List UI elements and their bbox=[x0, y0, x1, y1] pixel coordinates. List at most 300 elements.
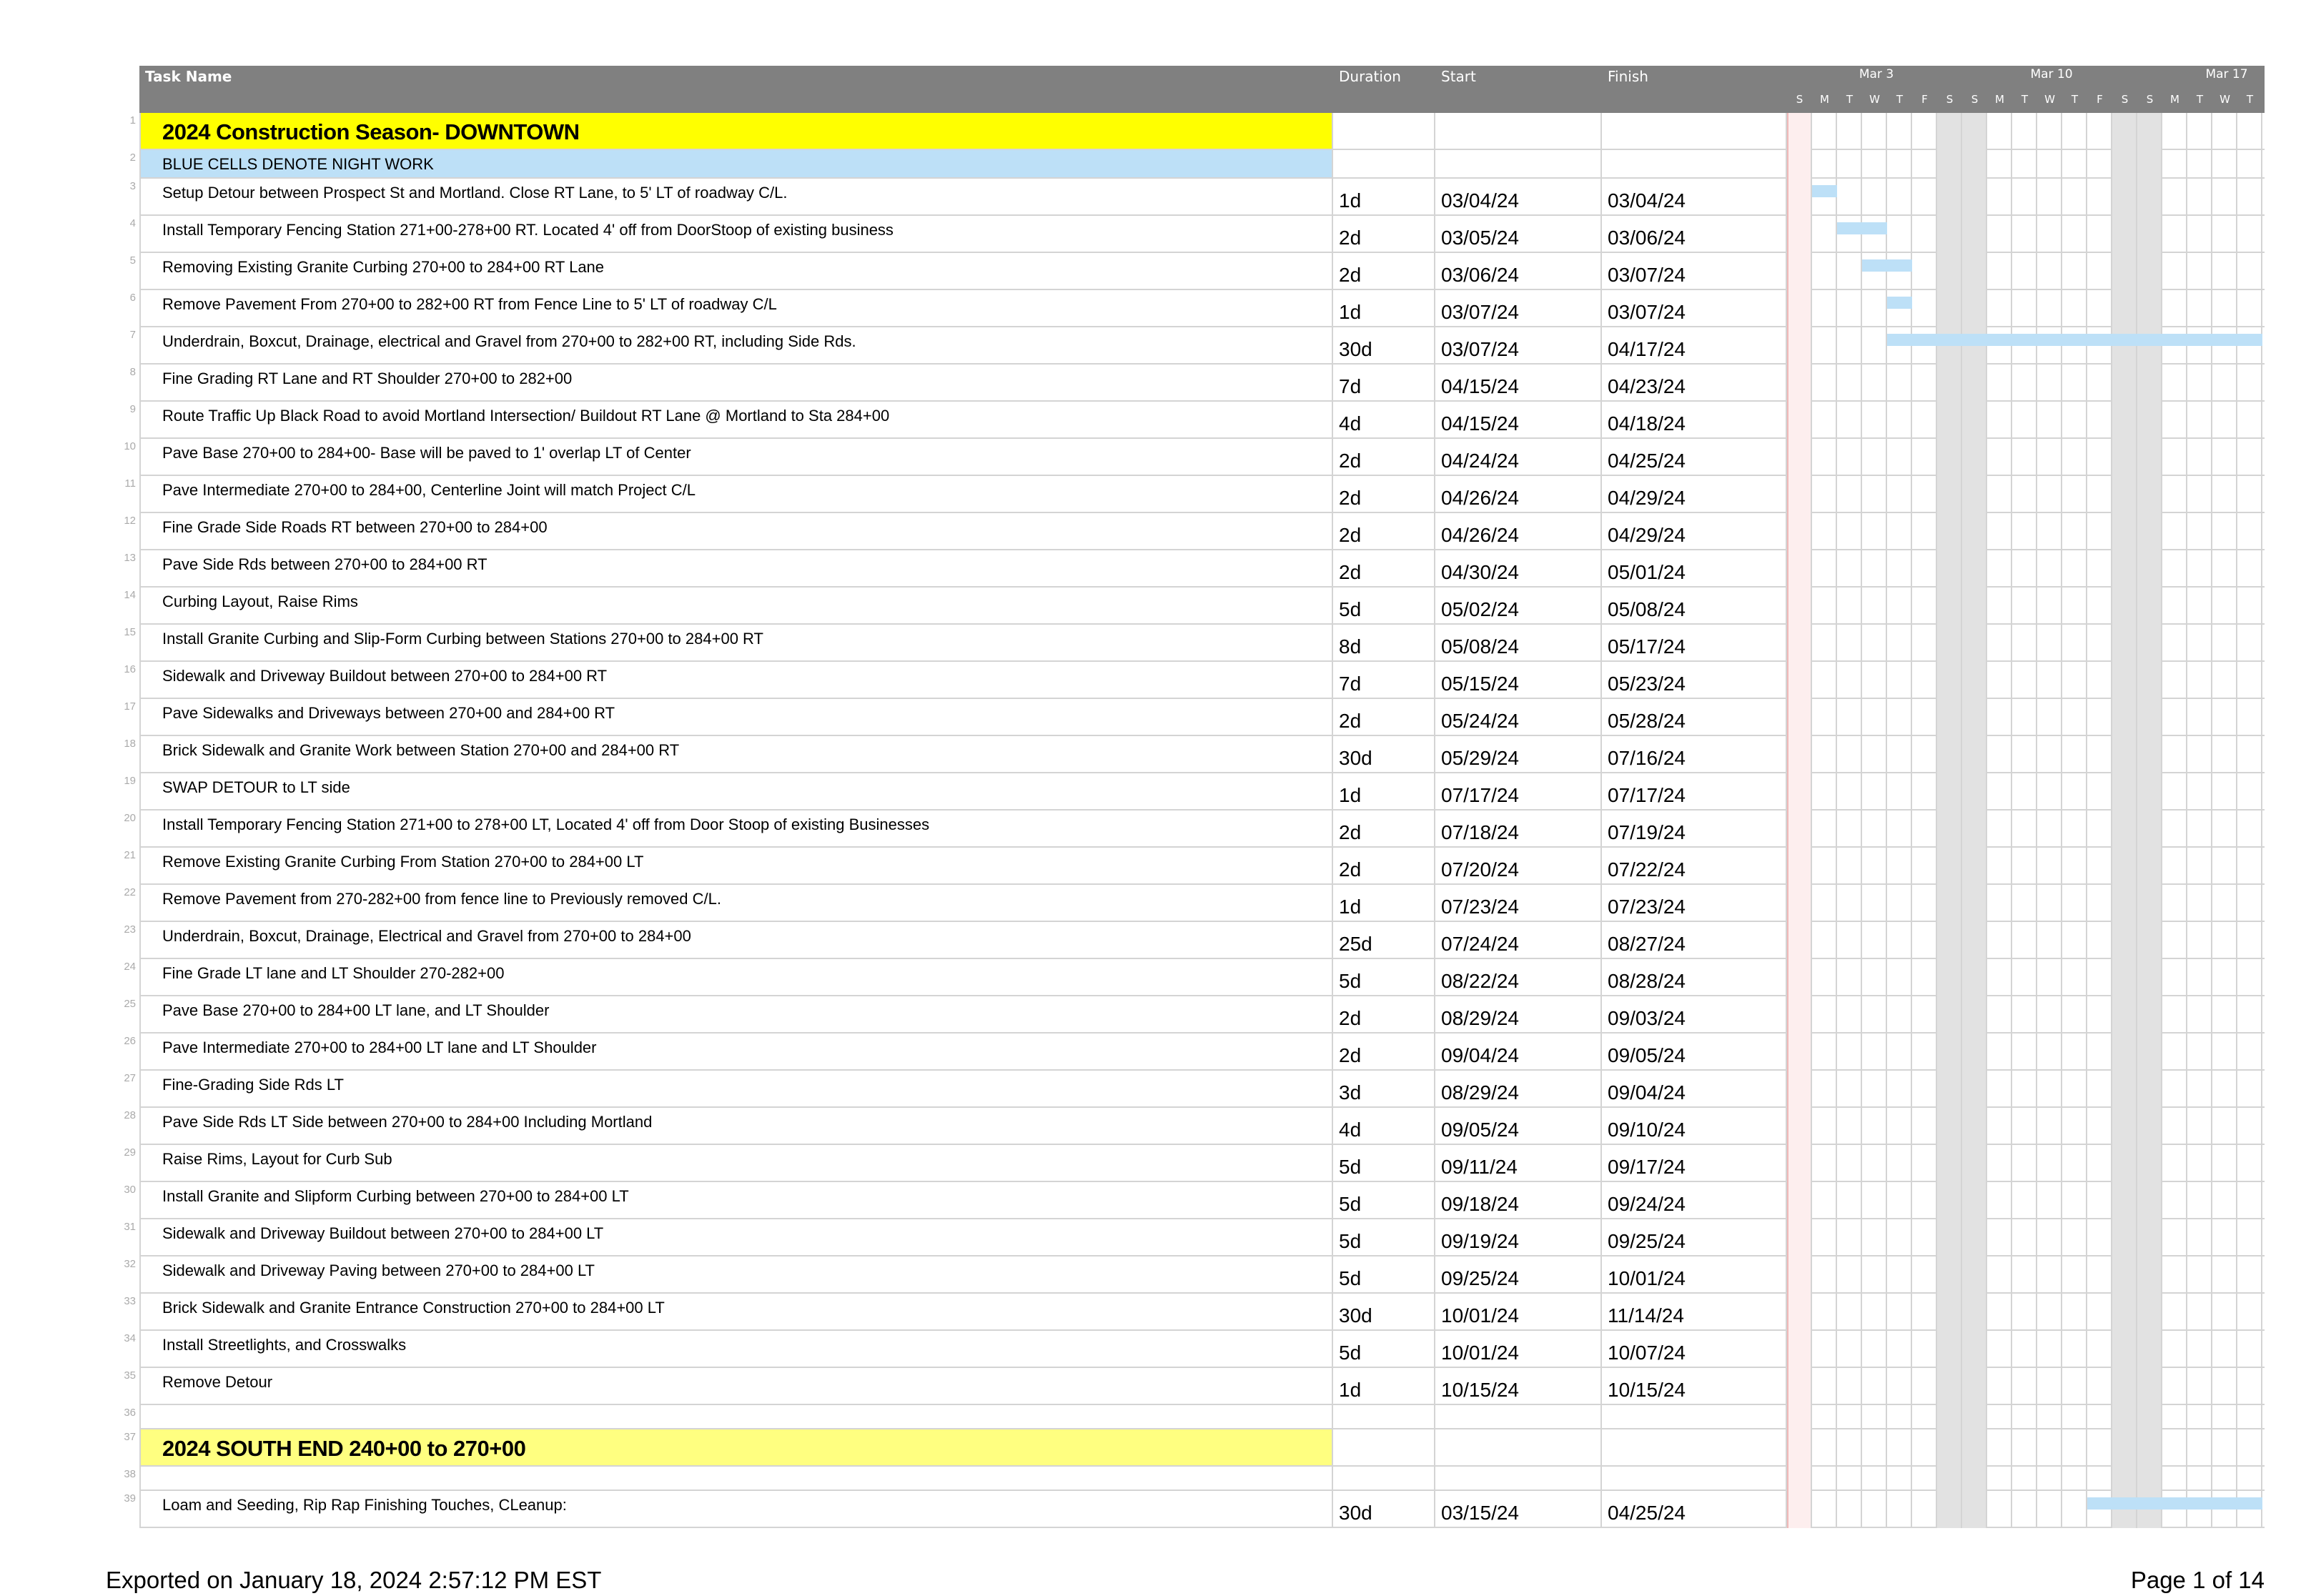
timeline-cell bbox=[1787, 885, 2265, 922]
finish-cell[interactable] bbox=[1602, 1491, 1787, 1528]
finish-date: 04/25/24 bbox=[1608, 1502, 1686, 1524]
row-number: 9 bbox=[129, 403, 136, 415]
start-date: 05/15/24 bbox=[1441, 673, 1519, 695]
duration-cell[interactable] bbox=[1333, 1491, 1435, 1528]
timeline-cell bbox=[1787, 113, 2265, 150]
finish-date: 04/29/24 bbox=[1608, 487, 1686, 509]
day-letter: F bbox=[1921, 93, 1928, 106]
task-name: Route Traffic Up Black Road to avoid Mortland Intersection/ Buildout RT Lane @ Mortland to Sta 284+00 bbox=[162, 407, 890, 425]
timeline-cell bbox=[1787, 439, 2265, 476]
table-row[interactable] bbox=[107, 922, 2265, 959]
timeline-cell bbox=[1787, 1368, 2265, 1405]
task-name-cell[interactable] bbox=[139, 848, 1333, 885]
timeline-cell bbox=[1787, 1182, 2265, 1219]
table-row[interactable] bbox=[107, 848, 2265, 885]
duration-cell[interactable] bbox=[1333, 959, 1435, 996]
finish-cell[interactable] bbox=[1602, 885, 1787, 922]
finish-date: 04/29/24 bbox=[1608, 524, 1686, 546]
table-row[interactable] bbox=[107, 662, 2265, 699]
header-task-name[interactable]: Task Name bbox=[145, 68, 232, 85]
table-row[interactable] bbox=[107, 959, 2265, 996]
finish-cell[interactable] bbox=[1602, 588, 1787, 625]
start-cell[interactable] bbox=[1435, 253, 1602, 290]
timeline-cell bbox=[1787, 1405, 2265, 1429]
finish-cell[interactable] bbox=[1602, 625, 1787, 662]
task-name-cell[interactable] bbox=[139, 773, 1333, 811]
row-number: 4 bbox=[129, 217, 136, 229]
finish-cell[interactable] bbox=[1602, 402, 1787, 439]
task-name: Remove Detour bbox=[162, 1373, 273, 1391]
table-row[interactable] bbox=[107, 439, 2265, 476]
day-letter: T bbox=[2246, 93, 2254, 106]
task-name: Install Streetlights, and Crosswalks bbox=[162, 1336, 407, 1354]
task-name: Remove Existing Granite Curbing From Station 270+00 to 284+00 LT bbox=[162, 853, 644, 871]
table-row[interactable] bbox=[107, 625, 2265, 662]
duration-cell[interactable] bbox=[1333, 1294, 1435, 1331]
finish-cell[interactable] bbox=[1602, 1405, 1787, 1429]
finish-cell[interactable] bbox=[1602, 1034, 1787, 1071]
start-date: 05/02/24 bbox=[1441, 598, 1519, 620]
table-row[interactable] bbox=[107, 513, 2265, 550]
table-row[interactable] bbox=[107, 550, 2265, 588]
task-name-cell[interactable] bbox=[139, 150, 1333, 179]
duration-value: 3d bbox=[1339, 1081, 1362, 1104]
task-name: Install Temporary Fencing Station 271+00-278+00 RT. Located 4' off from DoorStoop of existing business bbox=[162, 221, 894, 239]
table-row[interactable] bbox=[107, 996, 2265, 1034]
task-name: 2024 Construction Season- DOWNTOWN bbox=[162, 119, 580, 144]
finish-cell[interactable] bbox=[1602, 1429, 1787, 1467]
start-cell[interactable] bbox=[1435, 550, 1602, 588]
task-name-cell[interactable] bbox=[139, 476, 1333, 513]
task-name-cell[interactable] bbox=[139, 179, 1333, 216]
task-name-cell[interactable] bbox=[139, 1145, 1333, 1182]
start-cell[interactable] bbox=[1435, 1182, 1602, 1219]
task-name-cell[interactable] bbox=[139, 253, 1333, 290]
start-cell[interactable] bbox=[1435, 625, 1602, 662]
task-name: Install Granite Curbing and Slip-Form Curbing between Stations 270+00 to 284+00 RT bbox=[162, 630, 763, 648]
table-row[interactable] bbox=[107, 253, 2265, 290]
start-cell[interactable] bbox=[1435, 996, 1602, 1034]
table-row[interactable] bbox=[107, 811, 2265, 848]
table-row[interactable] bbox=[107, 1294, 2265, 1331]
task-name-cell[interactable] bbox=[139, 113, 1333, 150]
start-cell[interactable] bbox=[1435, 811, 1602, 848]
finish-cell[interactable] bbox=[1602, 290, 1787, 327]
finish-date: 05/28/24 bbox=[1608, 710, 1686, 732]
finish-date: 07/19/24 bbox=[1608, 821, 1686, 843]
task-name: Install Granite and Slipform Curbing between 270+00 to 284+00 LT bbox=[162, 1187, 629, 1205]
duration-value: 30d bbox=[1339, 1502, 1372, 1524]
row-number: 8 bbox=[129, 366, 136, 378]
table-row[interactable] bbox=[107, 699, 2265, 736]
start-cell[interactable] bbox=[1435, 1071, 1602, 1108]
finish-cell[interactable] bbox=[1602, 365, 1787, 402]
row-number: 22 bbox=[124, 886, 136, 898]
start-cell[interactable] bbox=[1435, 290, 1602, 327]
table-row[interactable] bbox=[107, 773, 2265, 811]
duration-cell[interactable] bbox=[1333, 588, 1435, 625]
finish-date: 09/17/24 bbox=[1608, 1156, 1686, 1178]
table-row[interactable] bbox=[107, 1491, 2265, 1528]
header-finish[interactable]: Finish bbox=[1608, 68, 1648, 85]
start-cell[interactable] bbox=[1435, 179, 1602, 216]
finish-cell[interactable] bbox=[1602, 550, 1787, 588]
start-date: 09/04/24 bbox=[1441, 1044, 1519, 1066]
duration-cell[interactable] bbox=[1333, 550, 1435, 588]
duration-cell[interactable] bbox=[1333, 113, 1435, 150]
finish-cell[interactable] bbox=[1602, 179, 1787, 216]
finish-cell[interactable] bbox=[1602, 1368, 1787, 1405]
finish-cell[interactable] bbox=[1602, 1467, 1787, 1491]
start-cell[interactable] bbox=[1435, 1368, 1602, 1405]
task-name-cell[interactable] bbox=[139, 885, 1333, 922]
start-cell[interactable] bbox=[1435, 513, 1602, 550]
duration-cell[interactable] bbox=[1333, 253, 1435, 290]
task-name-cell[interactable] bbox=[139, 550, 1333, 588]
finish-cell[interactable] bbox=[1602, 1257, 1787, 1294]
table-row[interactable] bbox=[107, 1257, 2265, 1294]
task-name-cell[interactable] bbox=[139, 662, 1333, 699]
duration-cell[interactable] bbox=[1333, 513, 1435, 550]
start-cell[interactable] bbox=[1435, 588, 1602, 625]
row-number: 13 bbox=[124, 552, 136, 564]
finish-cell[interactable] bbox=[1602, 811, 1787, 848]
table-row[interactable] bbox=[107, 1108, 2265, 1145]
timeline-cell bbox=[1787, 327, 2265, 365]
finish-cell[interactable] bbox=[1602, 996, 1787, 1034]
timeline-cell bbox=[1787, 179, 2265, 216]
finish-cell[interactable] bbox=[1602, 1071, 1787, 1108]
finish-cell[interactable] bbox=[1602, 848, 1787, 885]
start-date: 03/15/24 bbox=[1441, 1502, 1519, 1524]
start-cell[interactable] bbox=[1435, 922, 1602, 959]
finish-date: 09/10/24 bbox=[1608, 1119, 1686, 1141]
finish-date: 03/06/24 bbox=[1608, 227, 1686, 249]
finish-cell[interactable] bbox=[1602, 1182, 1787, 1219]
duration-value: 30d bbox=[1339, 338, 1372, 360]
duration-value: 4d bbox=[1339, 1119, 1362, 1141]
finish-cell[interactable] bbox=[1602, 1294, 1787, 1331]
timeline-cell bbox=[1787, 1294, 2265, 1331]
task-name-cell[interactable] bbox=[139, 1294, 1333, 1331]
timeline-cell bbox=[1787, 848, 2265, 885]
table-row[interactable] bbox=[107, 327, 2265, 365]
duration-cell[interactable] bbox=[1333, 1405, 1435, 1429]
duration-cell[interactable] bbox=[1333, 1108, 1435, 1145]
duration-cell[interactable] bbox=[1333, 996, 1435, 1034]
start-cell[interactable] bbox=[1435, 365, 1602, 402]
header-start[interactable]: Start bbox=[1441, 68, 1476, 85]
task-name-cell[interactable] bbox=[139, 327, 1333, 365]
start-date: 05/29/24 bbox=[1441, 747, 1519, 769]
row-number: 20 bbox=[124, 812, 136, 824]
finish-date: 04/17/24 bbox=[1608, 338, 1686, 360]
start-cell[interactable] bbox=[1435, 959, 1602, 996]
table-row[interactable] bbox=[107, 290, 2265, 327]
duration-cell[interactable] bbox=[1333, 439, 1435, 476]
timeline-cell bbox=[1787, 773, 2265, 811]
row-number: 12 bbox=[124, 515, 136, 527]
duration-cell[interactable] bbox=[1333, 885, 1435, 922]
task-name: Loam and Seeding, Rip Rap Finishing Touches, CLeanup: bbox=[162, 1496, 567, 1514]
start-date: 08/29/24 bbox=[1441, 1007, 1519, 1029]
task-name-cell[interactable] bbox=[139, 1491, 1333, 1528]
row-number: 36 bbox=[124, 1407, 136, 1419]
table-row[interactable] bbox=[107, 216, 2265, 253]
finish-date: 05/08/24 bbox=[1608, 598, 1686, 620]
duration-cell[interactable] bbox=[1333, 1331, 1435, 1368]
start-date: 09/05/24 bbox=[1441, 1119, 1519, 1141]
start-cell[interactable] bbox=[1435, 327, 1602, 365]
start-cell[interactable] bbox=[1435, 150, 1602, 179]
duration-cell[interactable] bbox=[1333, 1257, 1435, 1294]
start-cell[interactable] bbox=[1435, 1257, 1602, 1294]
task-name: Pave Intermediate 270+00 to 284+00 LT lane and LT Shoulder bbox=[162, 1039, 597, 1056]
start-cell[interactable] bbox=[1435, 848, 1602, 885]
timeline-cell bbox=[1787, 662, 2265, 699]
duration-cell[interactable] bbox=[1333, 365, 1435, 402]
duration-cell[interactable] bbox=[1333, 699, 1435, 736]
duration-value: 5d bbox=[1339, 1342, 1362, 1364]
table-row[interactable] bbox=[107, 1219, 2265, 1257]
start-cell[interactable] bbox=[1435, 699, 1602, 736]
duration-value: 5d bbox=[1339, 1156, 1362, 1178]
day-letter: S bbox=[1946, 93, 1954, 106]
row-number: 16 bbox=[124, 663, 136, 675]
start-cell[interactable] bbox=[1435, 1034, 1602, 1071]
start-cell[interactable] bbox=[1435, 736, 1602, 773]
finish-date: 03/07/24 bbox=[1608, 264, 1686, 286]
start-cell[interactable] bbox=[1435, 1331, 1602, 1368]
duration-cell[interactable] bbox=[1333, 922, 1435, 959]
finish-cell[interactable] bbox=[1602, 476, 1787, 513]
duration-cell[interactable] bbox=[1333, 150, 1435, 179]
start-cell[interactable] bbox=[1435, 662, 1602, 699]
task-name-cell[interactable] bbox=[139, 1331, 1333, 1368]
table-row[interactable] bbox=[107, 476, 2265, 513]
table-row[interactable] bbox=[107, 365, 2265, 402]
start-cell[interactable] bbox=[1435, 1405, 1602, 1429]
duration-value: 25d bbox=[1339, 933, 1372, 955]
table-row[interactable] bbox=[107, 150, 2265, 179]
timeline-cell bbox=[1787, 1257, 2265, 1294]
finish-date: 07/22/24 bbox=[1608, 858, 1686, 881]
week-label: Mar 10 bbox=[2030, 67, 2073, 81]
day-letter: S bbox=[2146, 93, 2154, 106]
duration-value: 5d bbox=[1339, 1267, 1362, 1289]
row-number: 33 bbox=[124, 1295, 136, 1307]
finish-date: 05/17/24 bbox=[1608, 635, 1686, 658]
duration-cell[interactable] bbox=[1333, 1034, 1435, 1071]
duration-cell[interactable] bbox=[1333, 736, 1435, 773]
start-cell[interactable] bbox=[1435, 1294, 1602, 1331]
finish-cell[interactable] bbox=[1602, 1219, 1787, 1257]
row-number: 17 bbox=[124, 700, 136, 713]
task-name-cell[interactable] bbox=[139, 1467, 1333, 1491]
duration-cell[interactable] bbox=[1333, 811, 1435, 848]
finish-cell[interactable] bbox=[1602, 113, 1787, 150]
finish-cell[interactable] bbox=[1602, 959, 1787, 996]
table-row[interactable] bbox=[107, 1145, 2265, 1182]
task-name: Curbing Layout, Raise Rims bbox=[162, 593, 358, 610]
duration-cell[interactable] bbox=[1333, 1429, 1435, 1467]
duration-cell[interactable] bbox=[1333, 179, 1435, 216]
start-cell[interactable] bbox=[1435, 1219, 1602, 1257]
task-name-cell[interactable] bbox=[139, 1405, 1333, 1429]
start-cell[interactable] bbox=[1435, 402, 1602, 439]
task-name-cell[interactable] bbox=[139, 290, 1333, 327]
duration-cell[interactable] bbox=[1333, 1182, 1435, 1219]
row-number: 19 bbox=[124, 775, 136, 787]
row-number: 37 bbox=[124, 1431, 136, 1443]
finish-cell[interactable] bbox=[1602, 327, 1787, 365]
task-name-cell[interactable] bbox=[139, 1257, 1333, 1294]
task-name-cell[interactable] bbox=[139, 1071, 1333, 1108]
task-name-cell[interactable] bbox=[139, 1034, 1333, 1071]
task-name-cell[interactable] bbox=[139, 996, 1333, 1034]
duration-cell[interactable] bbox=[1333, 216, 1435, 253]
row-number: 35 bbox=[124, 1369, 136, 1382]
task-name-cell[interactable] bbox=[139, 1108, 1333, 1145]
task-name: Brick Sidewalk and Granite Work between Station 270+00 and 284+00 RT bbox=[162, 741, 680, 759]
table-row[interactable] bbox=[107, 736, 2265, 773]
start-cell[interactable] bbox=[1435, 1467, 1602, 1491]
timeline-cell bbox=[1787, 736, 2265, 773]
task-name: Pave Sidewalks and Driveways between 270+00 and 284+00 RT bbox=[162, 704, 615, 722]
table-row[interactable] bbox=[107, 179, 2265, 216]
task-name: Remove Pavement from 270-282+00 from fence line to Previously removed C/L. bbox=[162, 890, 721, 908]
table-row[interactable] bbox=[107, 885, 2265, 922]
duration-cell[interactable] bbox=[1333, 402, 1435, 439]
duration-cell[interactable] bbox=[1333, 662, 1435, 699]
duration-value: 1d bbox=[1339, 189, 1362, 212]
row-number: 32 bbox=[124, 1258, 136, 1270]
finish-cell[interactable] bbox=[1602, 699, 1787, 736]
start-cell[interactable] bbox=[1435, 1429, 1602, 1467]
row-number: 21 bbox=[124, 849, 136, 861]
task-name-cell[interactable] bbox=[139, 439, 1333, 476]
finish-cell[interactable] bbox=[1602, 216, 1787, 253]
task-name-cell[interactable] bbox=[139, 1368, 1333, 1405]
duration-value: 4d bbox=[1339, 412, 1362, 435]
finish-cell[interactable] bbox=[1602, 662, 1787, 699]
task-name-cell[interactable] bbox=[139, 588, 1333, 625]
duration-cell[interactable] bbox=[1333, 1368, 1435, 1405]
task-name-cell[interactable] bbox=[139, 1219, 1333, 1257]
header-duration[interactable]: Duration bbox=[1339, 68, 1401, 85]
table-row[interactable] bbox=[107, 1405, 2265, 1429]
table-row[interactable] bbox=[107, 113, 2265, 150]
duration-cell[interactable] bbox=[1333, 1071, 1435, 1108]
table-row[interactable] bbox=[107, 1331, 2265, 1368]
duration-cell[interactable] bbox=[1333, 1219, 1435, 1257]
start-date: 10/15/24 bbox=[1441, 1379, 1519, 1401]
start-cell[interactable] bbox=[1435, 1108, 1602, 1145]
task-name-cell[interactable] bbox=[139, 699, 1333, 736]
start-cell[interactable] bbox=[1435, 1491, 1602, 1528]
row-number: 30 bbox=[124, 1184, 136, 1196]
start-cell[interactable] bbox=[1435, 113, 1602, 150]
finish-cell[interactable] bbox=[1602, 1331, 1787, 1368]
task-name-cell[interactable] bbox=[139, 216, 1333, 253]
finish-cell[interactable] bbox=[1602, 150, 1787, 179]
task-name-cell[interactable] bbox=[139, 365, 1333, 402]
finish-cell[interactable] bbox=[1602, 513, 1787, 550]
duration-value: 5d bbox=[1339, 1230, 1362, 1252]
start-cell[interactable] bbox=[1435, 885, 1602, 922]
start-date: 07/24/24 bbox=[1441, 933, 1519, 955]
row-number: 29 bbox=[124, 1146, 136, 1159]
start-cell[interactable] bbox=[1435, 476, 1602, 513]
task-name-cell[interactable] bbox=[139, 922, 1333, 959]
timeline-cell bbox=[1787, 476, 2265, 513]
finish-cell[interactable] bbox=[1602, 922, 1787, 959]
start-date: 04/26/24 bbox=[1441, 524, 1519, 546]
duration-cell[interactable] bbox=[1333, 1145, 1435, 1182]
task-name-cell[interactable] bbox=[139, 1429, 1333, 1467]
duration-value: 2d bbox=[1339, 561, 1362, 583]
finish-cell[interactable] bbox=[1602, 1108, 1787, 1145]
task-name-cell[interactable] bbox=[139, 513, 1333, 550]
row-number: 7 bbox=[129, 329, 136, 341]
duration-cell[interactable] bbox=[1333, 327, 1435, 365]
start-cell[interactable] bbox=[1435, 1145, 1602, 1182]
finish-cell[interactable] bbox=[1602, 439, 1787, 476]
table-row[interactable] bbox=[107, 588, 2265, 625]
task-name-cell[interactable] bbox=[139, 736, 1333, 773]
day-letter: M bbox=[1820, 93, 1829, 106]
day-letter: W bbox=[2220, 93, 2230, 106]
row-number: 3 bbox=[129, 180, 136, 192]
finish-cell[interactable] bbox=[1602, 736, 1787, 773]
task-name-cell[interactable] bbox=[139, 625, 1333, 662]
finish-cell[interactable] bbox=[1602, 1145, 1787, 1182]
start-cell[interactable] bbox=[1435, 216, 1602, 253]
start-cell[interactable] bbox=[1435, 773, 1602, 811]
finish-cell[interactable] bbox=[1602, 773, 1787, 811]
header-timeline bbox=[1787, 66, 2265, 113]
table-row[interactable] bbox=[107, 402, 2265, 439]
row-number: 26 bbox=[124, 1035, 136, 1047]
timeline-cell bbox=[1787, 216, 2265, 253]
task-name-cell[interactable] bbox=[139, 1182, 1333, 1219]
table-row[interactable] bbox=[107, 1467, 2265, 1491]
duration-cell[interactable] bbox=[1333, 848, 1435, 885]
duration-cell[interactable] bbox=[1333, 625, 1435, 662]
start-cell[interactable] bbox=[1435, 439, 1602, 476]
table-row[interactable] bbox=[107, 1071, 2265, 1108]
start-date: 09/11/24 bbox=[1441, 1156, 1518, 1178]
duration-cell[interactable] bbox=[1333, 290, 1435, 327]
column-header bbox=[139, 66, 2265, 113]
table-row[interactable] bbox=[107, 1429, 2265, 1467]
duration-cell[interactable] bbox=[1333, 1467, 1435, 1491]
finish-date: 10/07/24 bbox=[1608, 1342, 1686, 1364]
duration-value: 2d bbox=[1339, 1007, 1362, 1029]
table-row[interactable] bbox=[107, 1182, 2265, 1219]
duration-value: 2d bbox=[1339, 450, 1362, 472]
task-name-cell[interactable] bbox=[139, 402, 1333, 439]
duration-value: 7d bbox=[1339, 375, 1362, 397]
table-row[interactable] bbox=[107, 1034, 2265, 1071]
finish-date: 09/24/24 bbox=[1608, 1193, 1686, 1215]
duration-cell[interactable] bbox=[1333, 476, 1435, 513]
task-name-cell[interactable] bbox=[139, 959, 1333, 996]
task-name-cell[interactable] bbox=[139, 811, 1333, 848]
table-row[interactable] bbox=[107, 1368, 2265, 1405]
duration-cell[interactable] bbox=[1333, 773, 1435, 811]
finish-cell[interactable] bbox=[1602, 253, 1787, 290]
